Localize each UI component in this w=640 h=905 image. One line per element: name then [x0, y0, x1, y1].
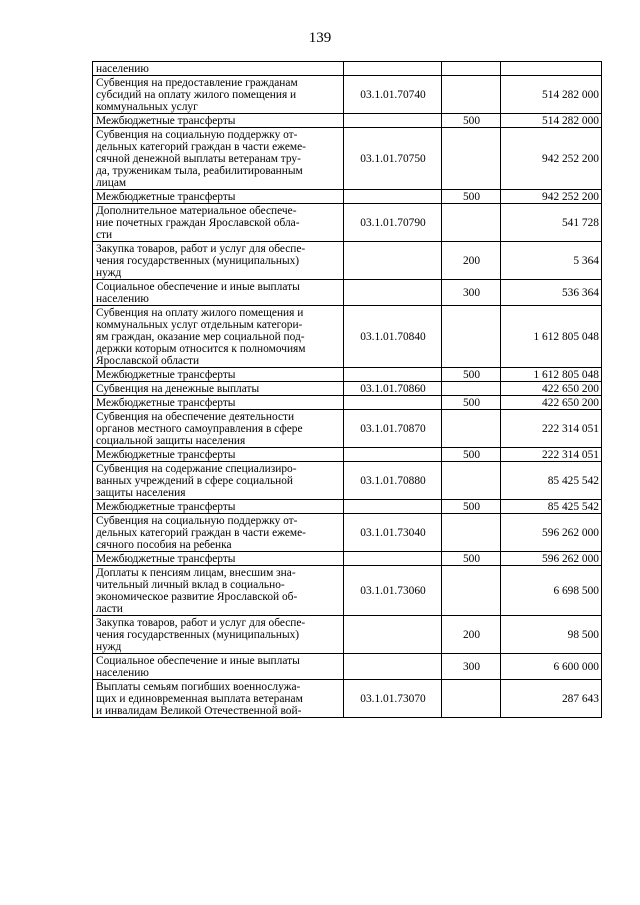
- table-row: [93, 396, 602, 410]
- expense-name-line: Межбюджетные трансферты: [96, 114, 236, 127]
- expense-name-cell: [93, 62, 344, 76]
- expense-type-cell: [442, 306, 501, 368]
- table-row: [93, 368, 602, 382]
- amount-cell: 942 252 200: [501, 128, 602, 190]
- expense-name-cell: [93, 654, 344, 680]
- expense-name-cell: [93, 500, 344, 514]
- expense-type-cell: [442, 76, 501, 114]
- expense-name-cell: [93, 382, 344, 396]
- expense-name-line: Социальное обеспечение и иные выплаты: [96, 654, 300, 667]
- table-row: [93, 62, 602, 76]
- expense-name-line: да, труженикам тыла, реабилитированным: [96, 164, 303, 177]
- target-code-cell: [344, 114, 442, 128]
- expense-type-cell: [442, 62, 501, 76]
- target-code-cell: 03.1.01.70880: [344, 462, 442, 500]
- target-code-cell: 03.1.01.70840: [344, 306, 442, 368]
- expense-name-line: ванных учреждений в сфере социальной: [96, 474, 294, 487]
- expense-type-cell: [442, 128, 501, 190]
- amount-cell: 541 728: [501, 204, 602, 242]
- table-row: [93, 616, 602, 654]
- expense-name-cell: [93, 514, 344, 552]
- table-row: [93, 552, 602, 566]
- amount-cell: 98 500: [501, 616, 602, 654]
- expense-name-line: Субвенция на денежные выплаты: [96, 382, 260, 395]
- amount-cell: 222 314 051: [501, 410, 602, 448]
- table-row: [93, 114, 602, 128]
- amount-cell: 287 643: [501, 680, 602, 718]
- budget-table: [92, 61, 602, 718]
- table-row: [93, 382, 602, 396]
- expense-name-cell: [93, 242, 344, 280]
- expense-name-line: щих и единовременная выплата ветеранам: [96, 692, 303, 705]
- amount-cell: 222 314 051: [501, 448, 602, 462]
- target-code-cell: [344, 448, 442, 462]
- expense-name-line: субсидий на оплату жилого помещения и: [96, 88, 297, 101]
- table-row: [93, 410, 602, 448]
- expense-name-cell: [93, 368, 344, 382]
- target-code-cell: [344, 552, 442, 566]
- target-code-cell: [344, 190, 442, 204]
- expense-name-line: Межбюджетные трансферты: [96, 448, 236, 461]
- expense-name-cell: [93, 410, 344, 448]
- target-code-cell: 03.1.01.70740: [344, 76, 442, 114]
- expense-name-line: сячного пособия на ребенка: [96, 538, 232, 551]
- expense-type-cell: [442, 566, 501, 616]
- expense-name-line: чения государственных (муниципальных): [96, 628, 300, 641]
- amount-cell: 942 252 200: [501, 190, 602, 204]
- expense-name-line: Ярославской области: [96, 354, 200, 367]
- expense-name-cell: [93, 566, 344, 616]
- expense-type-cell: 300: [442, 280, 501, 306]
- expense-name-line: и инвалидам Великой Отечественной вой-: [96, 704, 302, 717]
- expense-name-line: держки которым относится к полномочиям: [96, 342, 306, 355]
- expense-name-line: сти: [96, 228, 113, 241]
- amount-cell: 85 425 542: [501, 500, 602, 514]
- expense-name-line: защиты населения: [96, 486, 186, 499]
- amount-cell: 514 282 000: [501, 76, 602, 114]
- expense-name-line: Межбюджетные трансферты: [96, 190, 236, 203]
- target-code-cell: [344, 616, 442, 654]
- budget-table-body: [93, 62, 602, 718]
- expense-type-cell: 300: [442, 654, 501, 680]
- amount-cell: 6 600 000: [501, 654, 602, 680]
- expense-type-cell: 500: [442, 114, 501, 128]
- table-row: [93, 204, 602, 242]
- expense-name-line: населению: [96, 292, 149, 305]
- amount-cell: 596 262 000: [501, 514, 602, 552]
- expense-name-cell: [93, 76, 344, 114]
- table-row: [93, 280, 602, 306]
- expense-name-line: ям граждан, оказание мер социальной под-: [96, 330, 305, 343]
- expense-name-cell: [93, 396, 344, 410]
- expense-type-cell: [442, 680, 501, 718]
- target-code-cell: 03.1.01.70790: [344, 204, 442, 242]
- amount-cell: 514 282 000: [501, 114, 602, 128]
- amount-cell: 422 650 200: [501, 382, 602, 396]
- expense-name-cell: [93, 616, 344, 654]
- target-code-cell: [344, 280, 442, 306]
- amount-cell: 1 612 805 048: [501, 368, 602, 382]
- table-row: [93, 654, 602, 680]
- expense-name-line: Закупка товаров, работ и услуг для обеспе-: [96, 242, 306, 255]
- expense-name-line: населению: [96, 62, 149, 75]
- target-code-cell: 03.1.01.70750: [344, 128, 442, 190]
- target-code-cell: 03.1.01.70870: [344, 410, 442, 448]
- amount-cell: 6 698 500: [501, 566, 602, 616]
- target-code-cell: [344, 368, 442, 382]
- expense-name-line: Межбюджетные трансферты: [96, 500, 236, 513]
- expense-type-cell: [442, 514, 501, 552]
- expense-name-line: нужд: [96, 640, 122, 653]
- expense-name-line: Субвенция на социальную поддержку от-: [96, 128, 298, 141]
- expense-name-line: экономическое развитие Ярославской об-: [96, 590, 298, 603]
- expense-name-line: Социальное обеспечение и иные выплаты: [96, 280, 300, 293]
- expense-type-cell: 500: [442, 500, 501, 514]
- expense-name-cell: [93, 190, 344, 204]
- expense-name-line: населению: [96, 666, 149, 679]
- expense-type-cell: 500: [442, 368, 501, 382]
- expense-name-line: нужд: [96, 266, 122, 279]
- amount-cell: 1 612 805 048: [501, 306, 602, 368]
- expense-name-line: лицам: [96, 176, 127, 189]
- expense-type-cell: 500: [442, 552, 501, 566]
- target-code-cell: 03.1.01.70860: [344, 382, 442, 396]
- expense-name-cell: [93, 128, 344, 190]
- expense-type-cell: 500: [442, 396, 501, 410]
- expense-name-line: Субвенция на оплату жилого помещения и: [96, 306, 304, 319]
- expense-name-cell: [93, 280, 344, 306]
- expense-type-cell: [442, 410, 501, 448]
- target-code-cell: 03.1.01.73070: [344, 680, 442, 718]
- amount-cell: [501, 62, 602, 76]
- expense-name-cell: [93, 204, 344, 242]
- expense-name-line: ние почетных граждан Ярославской обла-: [96, 216, 300, 229]
- table-row: [93, 76, 602, 114]
- expense-name-line: Дополнительное материальное обеспече-: [96, 204, 297, 217]
- amount-cell: 5 364: [501, 242, 602, 280]
- table-row: [93, 128, 602, 190]
- expense-type-cell: [442, 462, 501, 500]
- expense-type-cell: 500: [442, 190, 501, 204]
- page-number: 139: [308, 30, 332, 46]
- expense-type-cell: [442, 382, 501, 396]
- table-row: [93, 514, 602, 552]
- amount-cell: 85 425 542: [501, 462, 602, 500]
- expense-name-line: социальной защиты населения: [96, 434, 246, 447]
- table-row: [93, 242, 602, 280]
- table-row: [93, 448, 602, 462]
- expense-name-cell: [93, 462, 344, 500]
- target-code-cell: [344, 654, 442, 680]
- expense-name-line: дельных категорий граждан в части ежеме-: [96, 140, 306, 153]
- target-code-cell: [344, 62, 442, 76]
- expense-name-line: Выплаты семьям погибших военнослужа-: [96, 680, 301, 693]
- target-code-cell: 03.1.01.73060: [344, 566, 442, 616]
- table-row: [93, 306, 602, 368]
- expense-name-line: Субвенция на обеспечение деятельности: [96, 410, 295, 423]
- expense-name-line: Межбюджетные трансферты: [96, 552, 236, 565]
- expense-type-cell: 500: [442, 448, 501, 462]
- target-code-cell: [344, 396, 442, 410]
- expense-name-line: ласти: [96, 602, 123, 615]
- amount-cell: 422 650 200: [501, 396, 602, 410]
- amount-cell: 536 364: [501, 280, 602, 306]
- expense-type-cell: [442, 204, 501, 242]
- expense-type-cell: 200: [442, 616, 501, 654]
- expense-name-line: Межбюджетные трансферты: [96, 396, 236, 409]
- target-code-cell: [344, 242, 442, 280]
- expense-name-line: Закупка товаров, работ и услуг для обеспе-: [96, 616, 306, 629]
- expense-name-line: Доплаты к пенсиям лицам, внесшим зна-: [96, 566, 296, 579]
- expense-name-cell: [93, 448, 344, 462]
- expense-name-cell: [93, 114, 344, 128]
- expense-name-line: дельных категорий граждан в части ежеме-: [96, 526, 306, 539]
- expense-name-line: Межбюджетные трансферты: [96, 368, 236, 381]
- expense-name-line: органов местного самоуправления в сфере: [96, 422, 303, 435]
- expense-name-line: чения государственных (муниципальных): [96, 254, 300, 267]
- expense-name-cell: [93, 306, 344, 368]
- expense-name-line: Субвенция на социальную поддержку от-: [96, 514, 298, 527]
- table-row: [93, 462, 602, 500]
- expense-name-line: чительный личный вклад в социально-: [96, 578, 285, 591]
- expense-name-cell: [93, 680, 344, 718]
- expense-name-line: сячной денежной выплаты ветеранам тру-: [96, 152, 301, 165]
- amount-cell: 596 262 000: [501, 552, 602, 566]
- target-code-cell: [344, 500, 442, 514]
- expense-name-cell: [93, 552, 344, 566]
- table-row: [93, 190, 602, 204]
- table-row: [93, 680, 602, 718]
- expense-name-line: коммунальных услуг отдельным категори-: [96, 318, 303, 331]
- expense-name-line: Субвенция на предоставление гражданам: [96, 76, 298, 89]
- table-row: [93, 566, 602, 616]
- expense-type-cell: 200: [442, 242, 501, 280]
- expense-name-line: коммунальных услуг: [96, 100, 198, 113]
- target-code-cell: 03.1.01.73040: [344, 514, 442, 552]
- table-row: [93, 500, 602, 514]
- expense-name-line: Субвенция на содержание специализиро-: [96, 462, 297, 475]
